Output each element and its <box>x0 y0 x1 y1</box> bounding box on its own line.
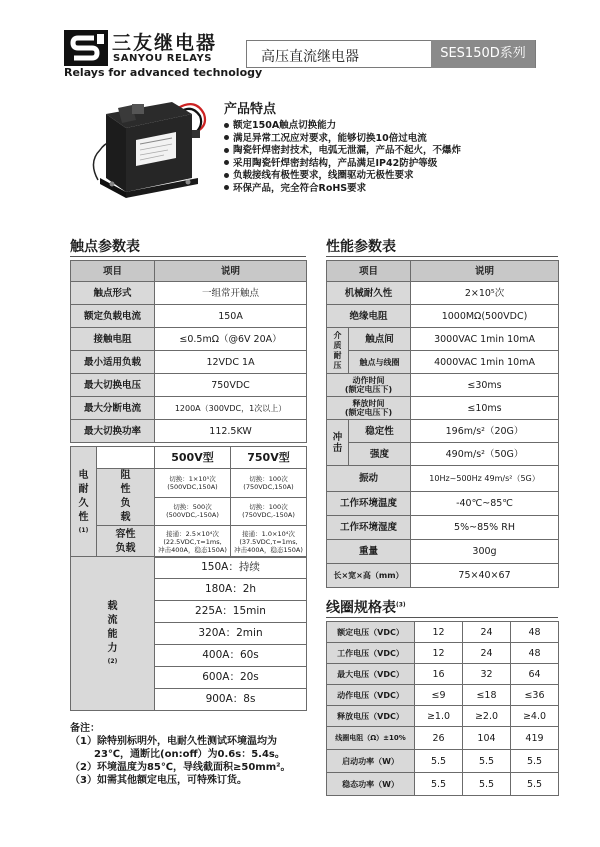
text-line: 动作时间 <box>352 376 385 385</box>
param-label: 最大切换电压 <box>71 374 155 397</box>
table-row <box>327 420 559 443</box>
table-cell: 64 <box>511 664 559 685</box>
param-label: 最大分断电流 <box>71 397 155 420</box>
feature-text: 负载接线有极性要求，线圈驱动无极性要求 <box>233 170 414 182</box>
current-carrying-table <box>70 556 307 711</box>
footnote-ref: (1) <box>78 526 89 534</box>
param-value: 150A <box>155 305 307 328</box>
text-line: (37.5VDC,τ=1ms, <box>239 537 298 546</box>
table-cell: 5.5 <box>463 773 511 796</box>
param-value: 196m/s²（20G） <box>411 420 559 443</box>
note-line: 23℃，通断比(on:off）为0.6s：5.4s。 <box>94 749 285 760</box>
table-row <box>327 443 559 466</box>
table-cell: 启动功率（W） <box>327 750 415 773</box>
table-row <box>327 622 559 643</box>
table-row <box>327 397 559 420</box>
dielectric-text: 介质耐压 <box>333 330 342 370</box>
note-line: （3）如需其他额定电压，可特殊订货。 <box>70 775 247 786</box>
param-value: 12VDC 1A <box>155 351 307 374</box>
table-cell: 5.5 <box>415 750 463 773</box>
table-row <box>327 685 559 706</box>
table-cell: 5.5 <box>415 773 463 796</box>
table-cell: 104 <box>463 727 511 750</box>
table-head-cell: 项目 <box>71 261 155 282</box>
divider <box>326 256 558 257</box>
feature-item <box>224 183 564 196</box>
feature-item <box>224 145 564 158</box>
text-line: 冲击400A，稳态150A) <box>234 545 303 554</box>
table-row <box>327 773 559 796</box>
param-label: 最小适用负载 <box>71 351 155 374</box>
param-value: ≤0.5mΩ（@6V 20A） <box>155 328 307 351</box>
param-value: -40℃~85℃ <box>411 492 559 516</box>
text-line: (500VDC,-150A) <box>166 511 219 520</box>
table-row <box>327 706 559 727</box>
feature-item <box>224 120 564 133</box>
coil-spec-title <box>326 597 406 617</box>
table-row <box>327 466 559 492</box>
table-row <box>327 516 559 540</box>
feature-text: 采用陶瓷钎焊密封结构，产品满足IP42防护等级 <box>233 157 438 169</box>
table-row <box>71 526 307 558</box>
resistive-500v-cell-2 <box>155 497 231 526</box>
param-label: 触点与线圈 <box>349 351 411 374</box>
param-value: 490m/s²（50G） <box>411 443 559 466</box>
electrical-life-table <box>70 446 307 558</box>
feature-item <box>224 133 564 146</box>
param-value: 1000MΩ(500VDC) <box>411 305 559 328</box>
table-cell: 5.5 <box>511 773 559 796</box>
type-750v-header: 750V型 <box>231 447 307 469</box>
table-cell: ≤36 <box>511 685 559 706</box>
brand-slogan: Relays for advanced technology <box>64 66 263 79</box>
table-row <box>327 492 559 516</box>
table-cell: 12 <box>415 643 463 664</box>
resistive-750v-cell-2 <box>231 497 307 526</box>
carry-capacity-label <box>71 557 155 711</box>
param-label: 振动 <box>327 466 411 492</box>
table-cell: 32 <box>463 664 511 685</box>
table-row <box>71 305 307 328</box>
table-row <box>327 643 559 664</box>
carry-capacity-text: 载流能力 <box>107 601 118 654</box>
divider <box>326 617 558 618</box>
table-cell: 线圈电阻（Ω）±10% <box>327 727 415 750</box>
resistive-load-text: 阻性负载 <box>120 470 131 523</box>
table-cell: 释放电压（VDC） <box>327 706 415 727</box>
table-cell: ≥4.0 <box>511 706 559 727</box>
empty-cell <box>97 447 155 469</box>
table-row <box>71 420 307 443</box>
table-head-cell: 项目 <box>327 261 411 282</box>
capacitive-load-text: 容性负载 <box>115 528 136 554</box>
param-label: 长×宽×高（mm） <box>327 564 411 588</box>
param-label <box>327 374 411 397</box>
resistive-750v-cell-1 <box>231 469 307 498</box>
param-label: 强度 <box>349 443 411 466</box>
feature-text: 额定150A触点切换能力 <box>233 120 337 131</box>
carry-value: 225A：15min <box>155 601 307 623</box>
table-cell: 额定电压（VDC） <box>327 622 415 643</box>
text-line: (750VDC,150A) <box>243 482 294 491</box>
text-line: (额定电压下) <box>344 385 393 394</box>
text-line: 切换：500次 <box>173 503 212 512</box>
capacitive-500v-cell <box>155 526 231 558</box>
sanyou-logo-icon <box>64 30 108 66</box>
table-row <box>327 328 559 351</box>
param-label: 稳定性 <box>349 420 411 443</box>
resistive-load-label <box>97 469 155 526</box>
bullet-icon <box>224 148 229 153</box>
text-line: (500VDC,150A) <box>167 482 218 491</box>
param-label: 机械耐久性 <box>327 282 411 305</box>
carry-value: 400A：60s <box>155 645 307 667</box>
shock-label <box>327 420 349 466</box>
table-row <box>327 664 559 685</box>
table-cell: 12 <box>415 622 463 643</box>
param-value: 300g <box>411 540 559 564</box>
param-label: 接触电阻 <box>71 328 155 351</box>
text-line: 切换：1×10⁵次 <box>169 474 216 483</box>
param-value: ≤30ms <box>411 374 559 397</box>
table-row <box>71 397 307 420</box>
table-cell: 动作电压（VDC） <box>327 685 415 706</box>
text-line: 接通：1.0×10⁴次 <box>242 529 295 538</box>
brand-name-cn: 三友继电器 <box>112 32 218 54</box>
table-row <box>71 282 307 305</box>
param-label: 重量 <box>327 540 411 564</box>
type-500v-header: 500V型 <box>155 447 231 469</box>
resistive-500v-cell-1 <box>155 469 231 498</box>
footnote-ref: (2) <box>107 658 118 665</box>
electrical-life-label <box>71 447 97 558</box>
feature-text: 陶瓷钎焊密封技术，电弧无泄漏，产品不起火，不爆炸 <box>233 145 462 157</box>
title-band <box>246 40 536 68</box>
bullet-icon <box>224 173 229 178</box>
table-cell: 5.5 <box>463 750 511 773</box>
table-cell: 48 <box>511 643 559 664</box>
table-cell: ≤9 <box>415 685 463 706</box>
text-line: (22.5VDC,τ=1ms, <box>163 537 222 546</box>
param-value: ≤10ms <box>411 397 559 420</box>
table-row <box>327 282 559 305</box>
text-line: (750VDC,-150A) <box>242 511 295 520</box>
table-row <box>71 447 307 469</box>
table-cell: 24 <box>463 622 511 643</box>
param-value: 5%~85% RH <box>411 516 559 540</box>
table-cell: 48 <box>511 622 559 643</box>
param-label: 工作环境湿度 <box>327 516 411 540</box>
feature-text: 满足异常工况应对要求，能够切换10倍过电流 <box>233 132 427 144</box>
param-value: 4000VAC 1min 10mA <box>411 351 559 374</box>
coil-spec-title-text: 线圈规格表 <box>326 600 396 616</box>
capacitive-load-label <box>97 526 155 558</box>
features-title: 产品特点 <box>224 102 277 117</box>
text-line: (额定电压下) <box>344 408 393 417</box>
product-category-title: 高压直流继电器 <box>261 49 359 65</box>
table-row <box>71 469 307 498</box>
brand-name-en: SANYOU RELAYS <box>113 53 212 64</box>
table-cell: 26 <box>415 727 463 750</box>
param-value: 1200A（300VDC，1次以上） <box>155 397 307 420</box>
header <box>0 0 600 100</box>
feature-item <box>224 158 564 171</box>
table-cell: 16 <box>415 664 463 685</box>
electrical-life-text: 电耐久性 <box>78 469 89 523</box>
notes-title: 备注： <box>70 723 100 734</box>
table-row <box>71 328 307 351</box>
table-cell: 24 <box>463 643 511 664</box>
notes <box>70 722 320 787</box>
param-value: 一组常开触点 <box>155 282 307 305</box>
table-row <box>327 374 559 397</box>
table-row <box>327 261 559 282</box>
table-cell: 5.5 <box>511 750 559 773</box>
bullet-icon <box>224 123 229 128</box>
feature-text: 环保产品，完全符合RoHS要求 <box>233 182 367 194</box>
carry-value: 900A：8s <box>155 689 307 711</box>
param-value: 2×10⁵次 <box>411 282 559 305</box>
contact-params-table <box>70 260 307 443</box>
table-row <box>327 351 559 374</box>
param-label: 绝缘电阻 <box>327 305 411 328</box>
table-row <box>71 374 307 397</box>
table-cell: 稳态功率（W） <box>327 773 415 796</box>
param-value: 3000VAC 1min 10mA <box>411 328 559 351</box>
carry-value: 150A：持续 <box>155 557 307 579</box>
text-line: 冲击400A，稳态150A) <box>158 545 227 554</box>
table-head-cell: 说明 <box>155 261 307 282</box>
table-row <box>71 351 307 374</box>
param-label: 最大切换功率 <box>71 420 155 443</box>
performance-params-table <box>326 260 559 588</box>
text-line: 释放时间 <box>352 399 385 408</box>
param-label: 额定负载电流 <box>71 305 155 328</box>
carry-value: 180A：2h <box>155 579 307 601</box>
param-label: 触点间 <box>349 328 411 351</box>
param-value: 750VDC <box>155 374 307 397</box>
coil-spec-table <box>326 621 559 796</box>
table-cell: ≥2.0 <box>463 706 511 727</box>
table-cell: 最大电压（VDC） <box>327 664 415 685</box>
table-row <box>71 557 307 579</box>
text-line: 切换：100次 <box>249 474 288 483</box>
table-cell: ≥1.0 <box>415 706 463 727</box>
note-line: （1）除特别标明外，电耐久性测试环境温均为 <box>70 736 277 747</box>
bullet-icon <box>224 160 229 165</box>
table-row <box>327 750 559 773</box>
series-badge: SES150D系列 <box>431 40 535 68</box>
feature-list <box>224 98 564 196</box>
carry-value: 320A：2min <box>155 623 307 645</box>
table-cell: ≤18 <box>463 685 511 706</box>
param-value: 10Hz~500Hz 49m/s²（5G） <box>411 466 559 492</box>
footnote-ref: (3) <box>396 601 406 609</box>
dielectric-label <box>327 328 349 374</box>
bullet-icon <box>224 185 229 190</box>
table-cell: 工作电压（VDC） <box>327 643 415 664</box>
table-row <box>71 261 307 282</box>
param-value: 112.5KW <box>155 420 307 443</box>
divider <box>70 256 306 257</box>
table-head-cell: 说明 <box>411 261 559 282</box>
relay-product-image <box>92 92 210 202</box>
param-value: 75×40×67 <box>411 564 559 588</box>
text-line: 接通：2.5×10⁴次 <box>166 529 219 538</box>
param-label <box>327 397 411 420</box>
param-label: 触点形式 <box>71 282 155 305</box>
capacitive-750v-cell <box>231 526 307 558</box>
table-row <box>327 540 559 564</box>
table-cell: 419 <box>511 727 559 750</box>
note-line: （2）环境温度为85℃，导线截面积≥50mm²。 <box>70 762 291 773</box>
carry-value: 600A：20s <box>155 667 307 689</box>
table-row <box>327 305 559 328</box>
param-label: 工作环境温度 <box>327 492 411 516</box>
contact-params-title: 触点参数表 <box>70 239 140 255</box>
table-row <box>327 727 559 750</box>
text-line: 切换：100次 <box>249 503 288 512</box>
bullet-icon <box>224 135 229 140</box>
shock-text: 冲击 <box>332 431 343 454</box>
performance-params-title: 性能参数表 <box>326 239 396 255</box>
feature-item <box>224 170 564 183</box>
table-row <box>327 564 559 588</box>
